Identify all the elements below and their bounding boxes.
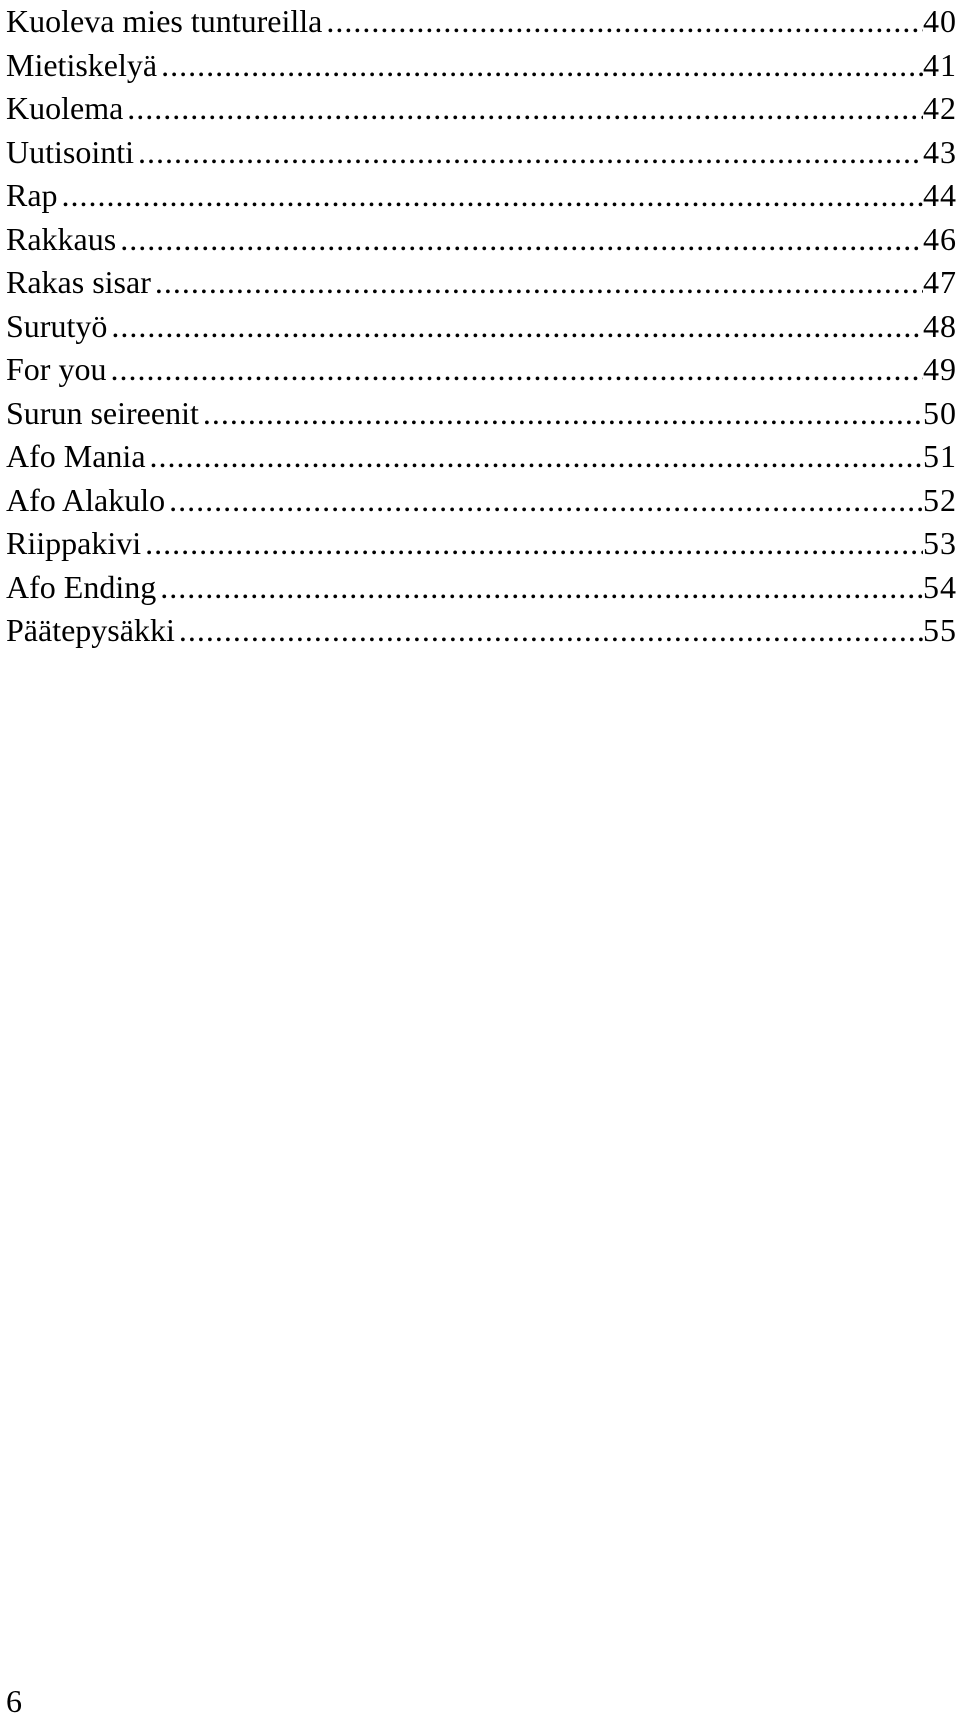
toc-entry-title: For you bbox=[6, 351, 107, 387]
toc-entry-title: Rakkaus bbox=[6, 220, 117, 257]
toc-dot-leader bbox=[175, 609, 923, 653]
toc-entry-page: 49 bbox=[923, 351, 957, 387]
toc-entry bbox=[6, 44, 957, 88]
toc-entry-title: Surun seireenit bbox=[6, 394, 199, 431]
toc-entry bbox=[6, 174, 957, 218]
toc-entry-page: 44 bbox=[923, 177, 957, 213]
toc-entry bbox=[6, 435, 957, 479]
toc-entry-title: Mietiskelyä bbox=[6, 46, 158, 83]
toc-dot-leader bbox=[134, 131, 923, 175]
toc-entry-page: 42 bbox=[923, 90, 957, 126]
toc-dot-leader bbox=[107, 305, 923, 349]
toc-dot-leader bbox=[58, 174, 923, 218]
toc-entry-title: Afo Alakulo bbox=[6, 481, 166, 518]
toc-entry-title: Kuoleva mies tuntureilla bbox=[6, 3, 323, 39]
toc-entry-title: Afo Ending bbox=[6, 568, 157, 605]
toc-entry bbox=[6, 87, 957, 131]
toc-entry-page: 46 bbox=[923, 220, 957, 257]
toc-entry bbox=[6, 261, 957, 305]
toc-dot-leader bbox=[156, 566, 923, 610]
toc-entry-page: 54 bbox=[923, 568, 957, 605]
toc-dot-leader bbox=[157, 44, 923, 88]
toc-entry-page: 53 bbox=[923, 525, 957, 561]
table-of-contents bbox=[6, 0, 957, 653]
toc-entry bbox=[6, 609, 957, 653]
toc-entry-page: 43 bbox=[923, 133, 957, 170]
toc-entry-page: 40 bbox=[923, 3, 957, 39]
toc-entry-page: 41 bbox=[923, 46, 957, 83]
toc-entry bbox=[6, 131, 957, 175]
page-number: 6 bbox=[6, 1683, 22, 1719]
toc-entry-title: Rakas sisar bbox=[6, 264, 151, 300]
toc-entry-page: 51 bbox=[923, 438, 957, 474]
toc-entry-title: Kuolema bbox=[6, 90, 124, 126]
toc-entry-page: 55 bbox=[923, 612, 957, 648]
toc-entry-title: Rap bbox=[6, 177, 58, 213]
toc-entry bbox=[6, 522, 957, 566]
toc-entry bbox=[6, 348, 957, 392]
toc-entry-title: Riippakivi bbox=[6, 525, 142, 561]
toc-dot-leader bbox=[322, 0, 923, 44]
toc-dot-leader bbox=[165, 479, 923, 523]
toc-entry-page: 47 bbox=[923, 264, 957, 300]
toc-entry-page: 52 bbox=[923, 481, 957, 518]
toc-entry-title: Uutisointi bbox=[6, 133, 135, 170]
toc-dot-leader bbox=[146, 435, 923, 479]
toc-entry bbox=[6, 305, 957, 349]
toc-entry-title: Afo Mania bbox=[6, 438, 146, 474]
toc-entry-page: 48 bbox=[923, 307, 957, 344]
toc-entry-title: Surutyö bbox=[6, 307, 108, 344]
toc-entry bbox=[6, 218, 957, 262]
toc-entry-page: 50 bbox=[923, 394, 957, 431]
toc-dot-leader bbox=[141, 522, 923, 566]
toc-entry-title: Päätepysäkki bbox=[6, 612, 175, 648]
toc-entry bbox=[6, 392, 957, 436]
toc-entry bbox=[6, 0, 957, 44]
toc-dot-leader bbox=[106, 348, 923, 392]
toc-dot-leader bbox=[151, 261, 923, 305]
toc-dot-leader bbox=[116, 218, 923, 262]
toc-entry bbox=[6, 479, 957, 523]
toc-entry bbox=[6, 566, 957, 610]
toc-dot-leader bbox=[199, 392, 923, 436]
toc-dot-leader bbox=[123, 87, 923, 131]
